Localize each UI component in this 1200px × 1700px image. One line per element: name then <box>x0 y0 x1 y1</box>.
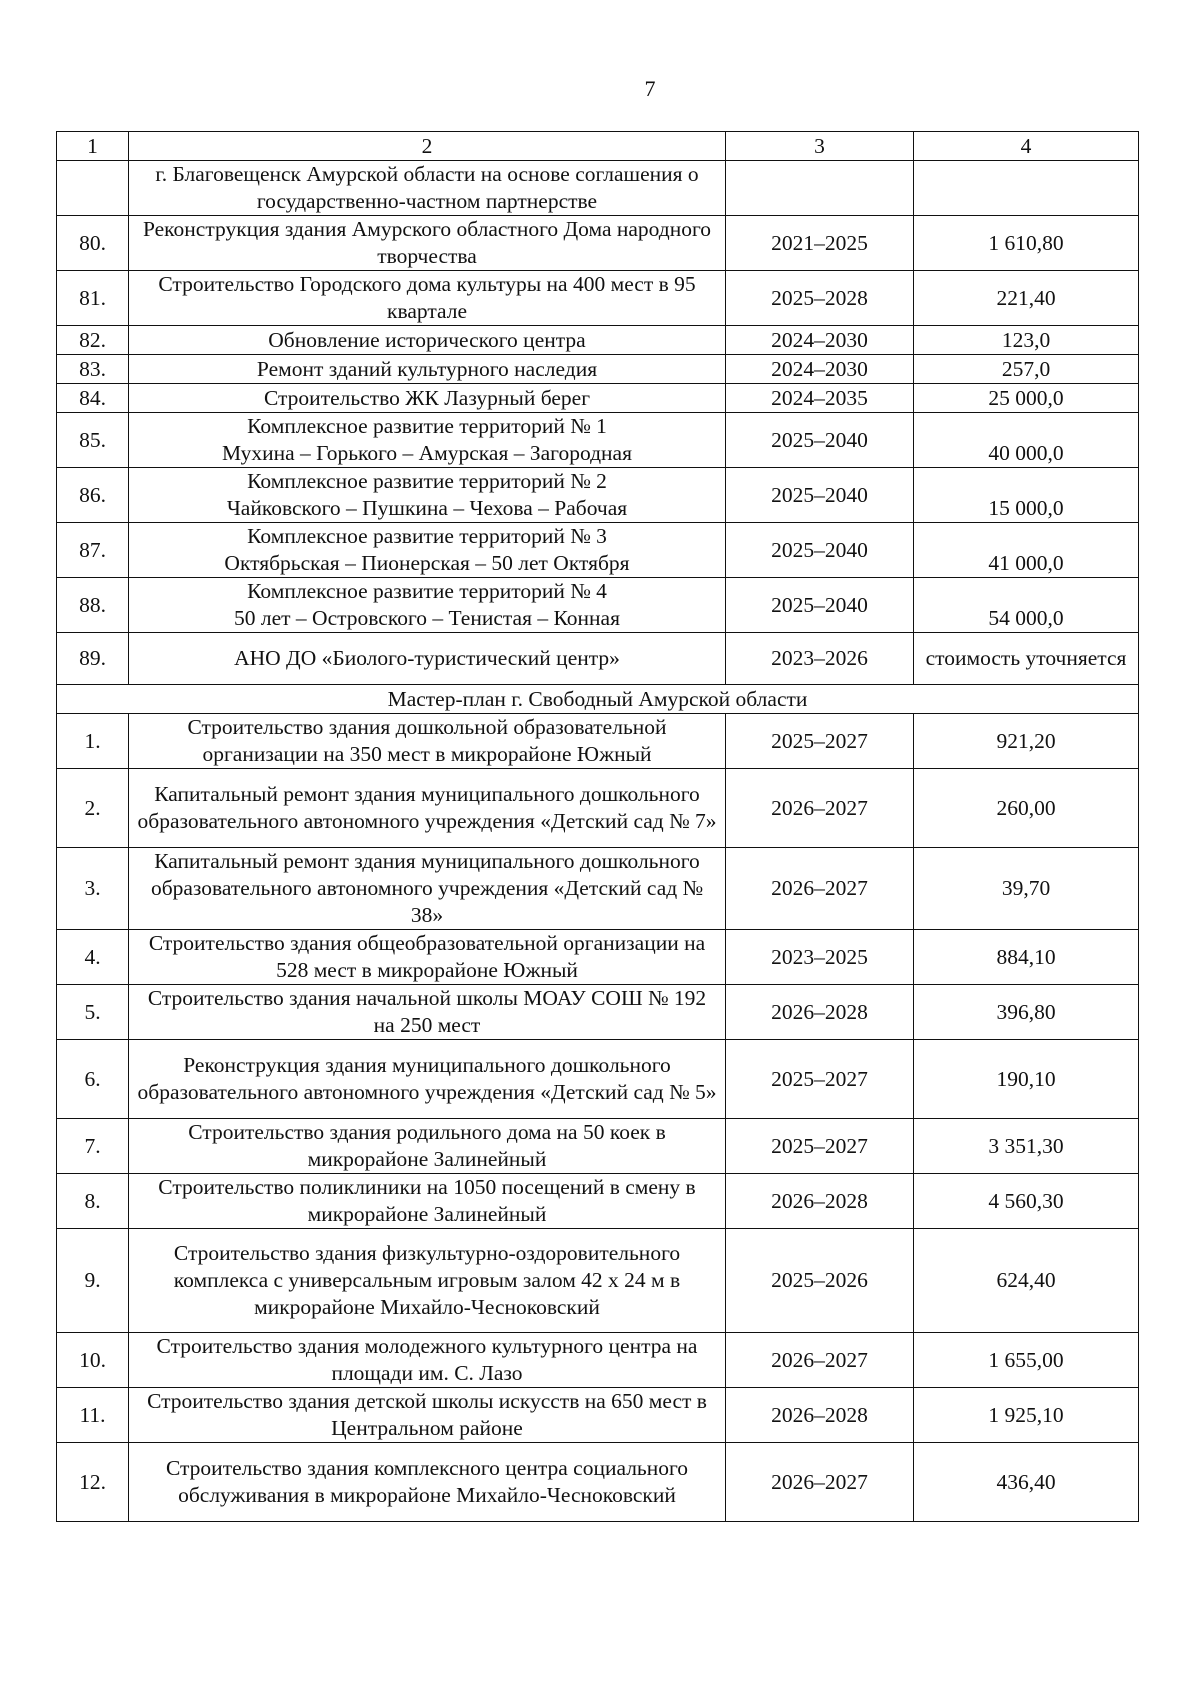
row-name-cell: Строительство здания дошкольной образовательной организации на 350 мест в микрорайоне Южный <box>129 714 726 769</box>
row-period-cell: 2023–2025 <box>726 930 914 985</box>
row-period-cell: 2025–2026 <box>726 1229 914 1333</box>
row-period-cell <box>726 161 914 216</box>
row-name-cell: Строительство здания физкультурно-оздоровительного комплекса с универсальным игровым залом 42 х 24 м в микрорайоне Михайло-Чесноковский <box>129 1229 726 1333</box>
row-period-cell: 2026–2027 <box>726 1333 914 1388</box>
row-num-cell: 2. <box>57 769 129 848</box>
row-period-cell: 2025–2027 <box>726 1119 914 1174</box>
row-period-cell: 2021–2025 <box>726 216 914 271</box>
row-num-cell: 3. <box>57 848 129 930</box>
row-cost-cell: 3 351,30 <box>914 1119 1139 1174</box>
row-num-cell: 4. <box>57 930 129 985</box>
row-num-cell: 1. <box>57 714 129 769</box>
row-num-cell: 86. <box>57 468 129 523</box>
row-name-cell: Строительство здания детской школы искусств на 650 мест в Центральном районе <box>129 1388 726 1443</box>
row-cost-cell: 624,40 <box>914 1229 1139 1333</box>
row-cost-cell: 260,00 <box>914 769 1139 848</box>
row-cost-cell: 436,40 <box>914 1443 1139 1522</box>
table-row <box>57 1119 1139 1174</box>
row-name-cell: Реконструкция здания Амурского областного Дома народного творчества <box>129 216 726 271</box>
row-num-cell: 10. <box>57 1333 129 1388</box>
projects-table <box>56 131 1139 1522</box>
row-name-cell: Строительство здания родильного дома на 50 коек в микрорайоне Залинейный <box>129 1119 726 1174</box>
row-period-cell: 2024–2035 <box>726 384 914 413</box>
table-row <box>57 1040 1139 1119</box>
row-num-cell: 87. <box>57 523 129 578</box>
row-name-cell: Строительство здания общеобразовательной организации на 528 мест в микрорайоне Южный <box>129 930 726 985</box>
table-row <box>57 413 1139 468</box>
row-period-cell: 2025–2027 <box>726 714 914 769</box>
row-cost-cell: 221,40 <box>914 271 1139 326</box>
row-num-cell: 84. <box>57 384 129 413</box>
table-row <box>57 1443 1139 1522</box>
table-row <box>57 930 1139 985</box>
row-cost-cell: 190,10 <box>914 1040 1139 1119</box>
header-cell-cost: 4 <box>914 132 1139 161</box>
row-cost-cell: 884,10 <box>914 930 1139 985</box>
row-cost-cell: 41 000,0 <box>914 523 1139 578</box>
page-number: 7 <box>644 76 656 101</box>
row-name-cell: Реконструкция здания муниципального дошкольного образовательного автономного учреждения «Детский сад № 5» <box>129 1040 726 1119</box>
table-row <box>57 1388 1139 1443</box>
row-name-cell: Строительство Городского дома культуры на 400 мест в 95 квартале <box>129 271 726 326</box>
row-cost-cell: 40 000,0 <box>914 413 1139 468</box>
header-cell-period: 3 <box>726 132 914 161</box>
row-period-cell: 2026–2028 <box>726 1174 914 1229</box>
row-num-cell: 88. <box>57 578 129 633</box>
row-cost-cell <box>914 161 1139 216</box>
row-num-cell: 81. <box>57 271 129 326</box>
row-name-cell: Строительство здания молодежного культурного центра на площади им. С. Лазо <box>129 1333 726 1388</box>
table-row <box>57 523 1139 578</box>
table-row <box>57 326 1139 355</box>
row-period-cell: 2025–2028 <box>726 271 914 326</box>
row-cost-cell: 1 925,10 <box>914 1388 1139 1443</box>
table-row <box>57 985 1139 1040</box>
row-num-cell: 8. <box>57 1174 129 1229</box>
row-period-cell: 2025–2040 <box>726 523 914 578</box>
table-row <box>57 1333 1139 1388</box>
row-num-cell: 11. <box>57 1388 129 1443</box>
table-row <box>57 216 1139 271</box>
row-period-cell: 2023–2026 <box>726 633 914 685</box>
table-row <box>57 633 1139 685</box>
row-period-cell: 2026–2028 <box>726 1388 914 1443</box>
continuation-row <box>57 161 1139 216</box>
row-cost-cell: 396,80 <box>914 985 1139 1040</box>
table-row <box>57 384 1139 413</box>
header-cell-num: 1 <box>57 132 129 161</box>
row-name-cell: Капитальный ремонт здания муниципального дошкольного образовательного автономного учреждения «Детский сад № 38» <box>129 848 726 930</box>
row-cost-cell: стоимость уточняется <box>914 633 1139 685</box>
row-period-cell: 2026–2027 <box>726 848 914 930</box>
row-cost-cell: 54 000,0 <box>914 578 1139 633</box>
row-period-cell: 2024–2030 <box>726 326 914 355</box>
row-period-cell: 2025–2040 <box>726 413 914 468</box>
row-num-cell <box>57 161 129 216</box>
row-name-cell: Строительство здания комплексного центра социального обслуживания в микрорайоне Михайло-Чесноковский <box>129 1443 726 1522</box>
header-row <box>57 132 1139 161</box>
row-cost-cell: 921,20 <box>914 714 1139 769</box>
row-name-cell: АНО ДО «Биолого-туристический центр» <box>129 633 726 685</box>
row-name-cell: Обновление исторического центра <box>129 326 726 355</box>
table-row <box>57 578 1139 633</box>
table-row <box>57 848 1139 930</box>
section-title: Мастер-план г. Свободный Амурской области <box>57 685 1139 714</box>
row-period-cell: 2025–2027 <box>726 1040 914 1119</box>
table-row <box>57 769 1139 848</box>
row-cost-cell: 1 655,00 <box>914 1333 1139 1388</box>
table-row <box>57 355 1139 384</box>
row-cost-cell: 257,0 <box>914 355 1139 384</box>
row-name-cell: Строительство здания начальной школы МОАУ СОШ № 192 на 250 мест <box>129 985 726 1040</box>
row-period-cell: 2026–2028 <box>726 985 914 1040</box>
table-row <box>57 1174 1139 1229</box>
row-num-cell: 7. <box>57 1119 129 1174</box>
row-cost-cell: 1 610,80 <box>914 216 1139 271</box>
row-period-cell: 2026–2027 <box>726 1443 914 1522</box>
row-period-cell: 2025–2040 <box>726 468 914 523</box>
row-name-cell: Строительство поликлиники на 1050 посещений в смену в микрорайоне Залинейный <box>129 1174 726 1229</box>
row-period-cell: 2026–2027 <box>726 769 914 848</box>
row-name-cell: Капитальный ремонт здания муниципального дошкольного образовательного автономного учреждения «Детский сад № 7» <box>129 769 726 848</box>
row-num-cell: 82. <box>57 326 129 355</box>
row-num-cell: 80. <box>57 216 129 271</box>
row-num-cell: 83. <box>57 355 129 384</box>
row-name-cell: Комплексное развитие территорий № 3 Октябрьская – Пионерская – 50 лет Октября <box>129 523 726 578</box>
row-name-cell: Комплексное развитие территорий № 4 50 лет – Островского – Тенистая – Конная <box>129 578 726 633</box>
row-cost-cell: 4 560,30 <box>914 1174 1139 1229</box>
row-period-cell: 2025–2040 <box>726 578 914 633</box>
row-num-cell: 89. <box>57 633 129 685</box>
row-num-cell: 12. <box>57 1443 129 1522</box>
row-cost-cell: 39,70 <box>914 848 1139 930</box>
row-name-cell: Комплексное развитие территорий № 1 Мухина – Горького – Амурская – Загородная <box>129 413 726 468</box>
table-row <box>57 714 1139 769</box>
row-cost-cell: 15 000,0 <box>914 468 1139 523</box>
table-row <box>57 468 1139 523</box>
section-title-row <box>57 685 1139 714</box>
table-row <box>57 271 1139 326</box>
row-cost-cell: 123,0 <box>914 326 1139 355</box>
row-num-cell: 5. <box>57 985 129 1040</box>
row-cost-cell: 25 000,0 <box>914 384 1139 413</box>
row-name-cell: Ремонт зданий культурного наследия <box>129 355 726 384</box>
table-row <box>57 1229 1139 1333</box>
row-num-cell: 6. <box>57 1040 129 1119</box>
row-num-cell: 85. <box>57 413 129 468</box>
row-name-cell: г. Благовещенск Амурской области на основе соглашения о государственно-частном партнерстве <box>129 161 726 216</box>
row-num-cell: 9. <box>57 1229 129 1333</box>
row-name-cell: Строительство ЖК Лазурный берег <box>129 384 726 413</box>
header-cell-name: 2 <box>129 132 726 161</box>
row-period-cell: 2024–2030 <box>726 355 914 384</box>
row-name-cell: Комплексное развитие территорий № 2 Чайковского – Пушкина – Чехова – Рабочая <box>129 468 726 523</box>
